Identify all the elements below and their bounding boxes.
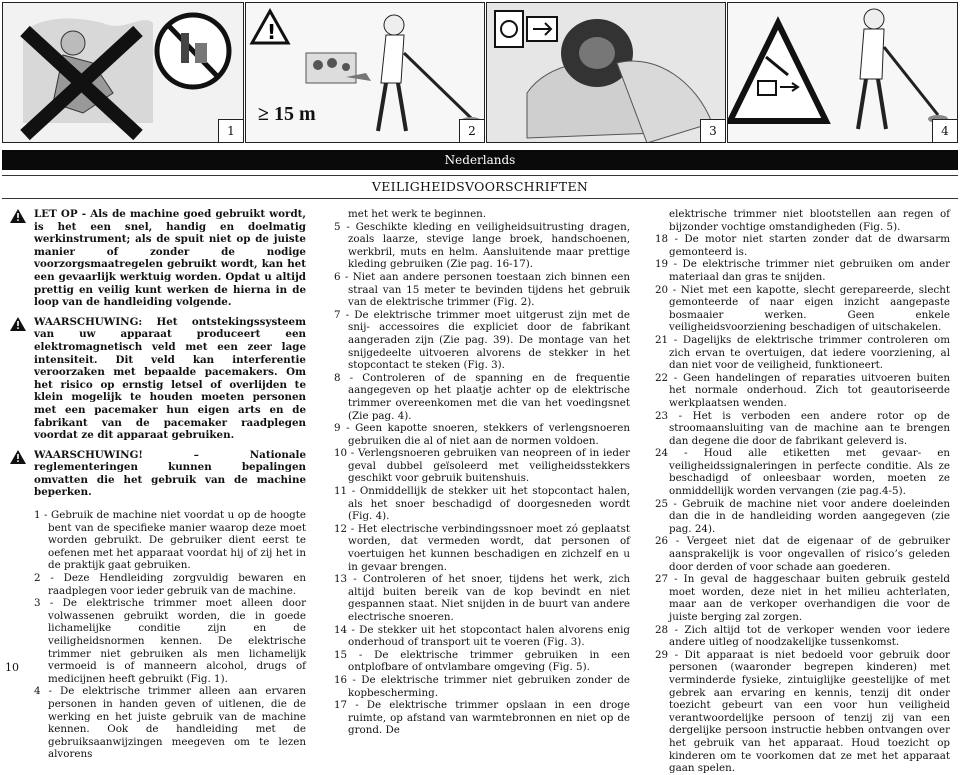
- rule-item: 16 - De elektrische trimmer niet gebruiken zonder de kopbescherming.: [334, 673, 630, 699]
- rule-item: 7 - De elektrische trimmer moet uitgerust zijn met de snij- accessoires die expliciet door de fabrikant aangeraden zijn (Zie pag. 39). De montage van het snijgedeelte uitvoeren alvorens de stekker in het stopcontact te steken (Fig. 3).: [334, 308, 630, 372]
- rule-item: 13 - Controleren of het snoer, tijdens het werk, zich altijd buiten bereik van de kop bevindt en niet gespannen staat. Niet snijden in de buurt van andere electrische snoeren.: [334, 573, 630, 623]
- warning-triangle-icon: [10, 450, 26, 464]
- rule-item: 6 - Niet aan andere personen toestaan zich binnen een straal van 15 meter te bevinden tijdens het gebruik van de elektrische trimmer (Fig. 2).: [334, 270, 630, 309]
- rule-item: 10 - Verlengsnoeren gebruiken van neopreen of in ieder geval dubbel geïsoleerd met veiligheidsstekkers geschikt voor gebruik buitenshuis.: [334, 447, 630, 485]
- warning-block: [34, 208, 306, 309]
- rule-item: 24 - Houd alle etiketten met gevaar- en veiligheidssignaleringen in perfecte conditie. Als ze beschadigd of onleesbaar worden, moeten ze onmiddellijk worden vervangen (zie pag.4-5).: [655, 447, 950, 498]
- section-title: VEILIGHEIDSVOORSCHRIFTEN: [2, 175, 958, 199]
- rule-item: 21 - Dagelijks de elektrische trimmer controleren om zich ervan te overtuigen, dat iedere voorziening, al dan niet voor de veiligheid, funktioneert.: [655, 333, 950, 372]
- text-column-3: [655, 208, 950, 775]
- figure-panel-4: [727, 2, 958, 143]
- figure-number: 2: [459, 119, 484, 142]
- rule-item: 17 - De elektrische trimmer opslaan in een droge ruimte, op afstand van warmtebronnen en niet op de grond. De: [334, 699, 630, 737]
- warning-text: WAARSCHUWING! – Nationale reglementeringen kunnen bepalingen omvatten die het gebruik van de machine beperken.: [34, 448, 306, 499]
- rule-item: 23 - Het is verboden een andere rotor op de stroomaansluiting van de machine aan te brengen dan degene die door de fabrikant geleverd is.: [655, 409, 950, 447]
- rule-item: 3 - De elektrische trimmer moet alleen door volwassenen gebruikt worden, die in goede lichamelijke conditie zijn en de veiligheidsnormen kennen. De elektrische trimmer niet gebruiken als men lichamelijk vermoeid is of manneern alcohol, drugs of medicijnen heeft gebruikt (Fig. 1).: [34, 597, 306, 685]
- figure-number: 3: [700, 119, 725, 142]
- warning-text: WAARSCHUWING: Het ontstekingssysteem van uw apparaat produceert een elektromagnetisch veld met een zeer lage intensiteit. Dit veld kan interferentie veroorzaken met bepaalde pacemakers. Om het risico op ernstig letsel of overlijden te klein mogelijk te houden moeten personen met een pacemaker hun eigen arts en de fabrikant van de pacemaker raadplegen voordat ze dit apparaat gebruiken.: [34, 315, 306, 442]
- rule-item: 27 - In geval de haggeschaar buiten gebruik gesteld moet worden, deze niet in het milieu achterlaten, maar aan de verkoper overhandigen die voor de juiste berging zal zorgen.: [655, 573, 950, 623]
- distance-label: ≥ 15 m: [258, 103, 316, 125]
- rule-item: 29 - Dit apparaat is niet bedoeld voor gebruik door personen (waaronder begrepen kinderen) met verminderde fysieke, zintuiglijke geestelijke of met gebrek aan ervaring en kennis, tenzij dit onder toezicht gebeurt van een voor hun veiligheid verantwoordelijke persoon of tenzij zij van een dergelijke persoon instructie hebben ontvangen over het gebruik van het apparaat. Houd toezicht op kinderen om te voorkomen dat ze met het apparaat gaan spelen.: [655, 648, 950, 775]
- continued-text: met het werk te beginnen.: [348, 208, 487, 220]
- warning-block: [34, 449, 306, 499]
- figure-strip: [2, 2, 958, 143]
- rule-item: 22 - Geen handelingen of reparaties uitvoeren buiten het normale onderhoud. Zich tot geautoriseerde werkplaatsen wenden.: [655, 371, 950, 409]
- text-column-2: [334, 208, 630, 737]
- illustration-prohibited-use: [3, 3, 244, 143]
- rule-item: 4 - De elektrische trimmer alleen aan ervaren personen in handen geven of uitlenen, die de werking en het juiste gebruik van de machine kennen. Ook de handleiding met de gebruiksaanwijzingen meegeven om te lezen alvorens: [34, 685, 306, 761]
- warning-triangle-icon: [10, 209, 26, 223]
- warning-triangle-icon: [10, 317, 26, 331]
- rule-item: 20 - Niet met een kapotte, slecht gerepareerde, slecht gemonteerde of naar eigen inzicht aangepaste bosmaaier werken. Geen enkele veiligheidsvoorziening beschadigen of uitschakelen.: [655, 283, 950, 334]
- figure-panel-1: [2, 2, 244, 143]
- rule-item: 19 - De elektrische trimmer niet gebruiken om ander materiaal dan gras te snijden.: [655, 258, 950, 283]
- rule-item: 8 - Controleren of de spanning en de frequentie aangegeven op het plaatje achter op de elektrische trimmer overeenkomen met die van het voedingsnet (Zie pag. 4).: [334, 371, 630, 422]
- figure-panel-3: [486, 2, 726, 143]
- rule-item: 9 - Geen kapotte snoeren, stekkers of verlengsnoeren gebruiken die al of niet aan de normen voldoen.: [334, 422, 630, 447]
- page-number: 10: [5, 661, 19, 674]
- language-bar: Nederlands: [2, 150, 958, 170]
- rule-item: 5 - Geschikte kleding en veiligheidsuitrusting dragen, zoals laarze, stevige lange broek, handschoenen, werkbril, muts en helm. Aansluitende maar prettige kleding gebruiken (Zie pag. 16-17).: [334, 220, 630, 271]
- rule-item: 2 - Deze Hendleiding zorgvuldig bewaren en raadplegen voor ieder gebruik van de machine.: [34, 572, 306, 597]
- figure-number: 4: [932, 119, 957, 142]
- svg-text:!: !: [267, 20, 277, 44]
- rule-item: 14 - De stekker uit het stopcontact halen alvorens enig onderhoud of transport uit te voeren (Fig. 3).: [334, 623, 630, 649]
- rule-item: 11 - Onmiddellijk de stekker uit het stopcontact halen, als het snoer beschadigd of doorgesneden wordt (Fig. 4).: [334, 485, 630, 523]
- rule-item: 25 - Gebruik de machine niet voor andere doeleinden dan die in de handleiding worden aangegeven (zie pag. 24).: [655, 497, 950, 535]
- rule-item: 26 - Vergeet niet dat de eigenaar of de gebruiker aansprakelijk is voor ongevallen of risico’s geleden door derden of voor schade aan goederen.: [655, 535, 950, 573]
- rule-item: 1 - Gebruik de machine niet voordat u op de hoogte bent van de specifieke manier waarop deze moet worden gebruikt. De gebruiker dient eerst te oefenen met het apparaat voordat hij of zij het in de praktijk gaat gebruiken.: [34, 509, 306, 572]
- warning-text: LET OP - Als de machine goed gebruikt wordt, is het een snel, handig en doelmatig werkinstrument; als de spuit niet op de juiste manier of zonder de nodige voorzorgsmaatregelen gebruikt wordt, kan het een gevaarlijk werktuig worden. Opdat u altijd prettig en veilig kunt werken de hierna in de loop van de handleiding volgende.: [34, 208, 306, 309]
- rule-item: 12 - Het electrische verbindingssnoer moet zó geplaatst worden, dat vermeden wordt, dat personen of voertuigen het kunnen beschadigen en zichzelf en u in gevaar brengen.: [334, 522, 630, 573]
- warning-block: [34, 316, 306, 442]
- continued-text: elektrische trimmer niet blootstellen aan regen of bijzonder vochtige omstandigheden (Fig. 5).: [669, 208, 950, 233]
- illustration-no-rain-warning: [728, 3, 958, 143]
- illustration-gloves-unplug: [487, 3, 726, 143]
- text-column-1: [34, 208, 306, 761]
- rule-item: 15 - De elektrische trimmer gebruiken in een ontplofbare of ontvlambare omgeving (Fig. 5).: [334, 648, 630, 674]
- rule-item: 28 - Zich altijd tot de verkoper wenden voor iedere andere uitleg of noodzakelijke tussenkomst.: [655, 623, 950, 649]
- rule-item: 18 - De motor niet starten zonder dat de dwarsarm gemonteerd is.: [655, 233, 950, 258]
- figure-number: 1: [218, 119, 243, 142]
- figure-panel-2: [245, 2, 485, 143]
